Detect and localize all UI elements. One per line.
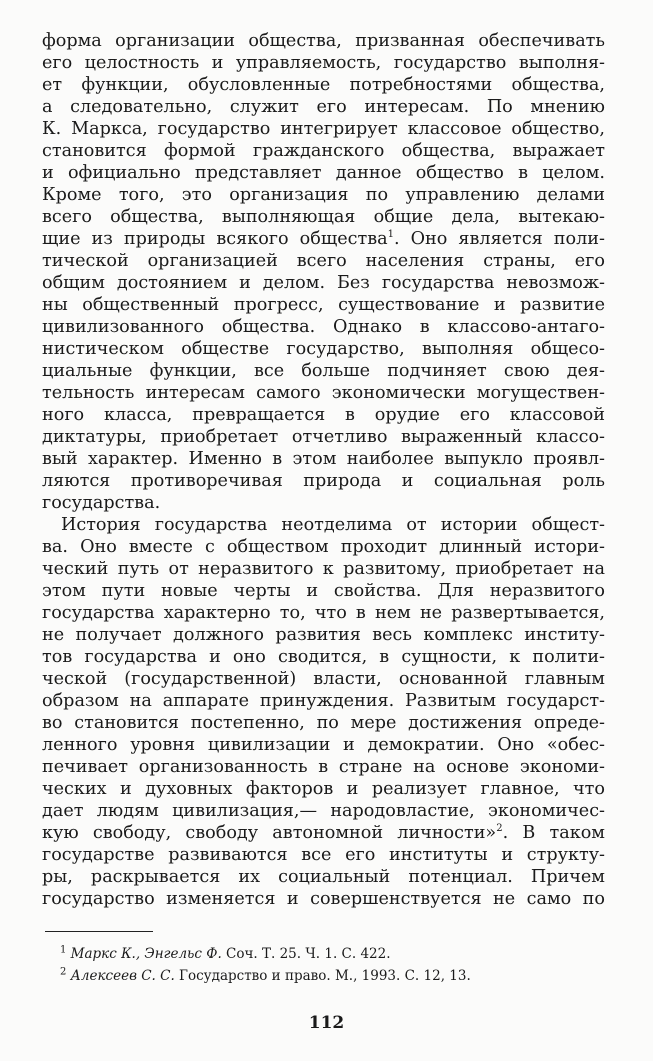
text-line: не получает должного развития весь комплекс институ- [42, 625, 605, 645]
text-line: а следовательно, служит его интересам. По мнению [42, 97, 605, 117]
text-line: цивилизованного общества. Однако в классово-антаго- [42, 317, 605, 337]
text-line: становится формой гражданского общества, выражает [42, 141, 605, 161]
text-line: государство изменяется и совершенствуется не само по [42, 889, 605, 909]
text-line: общим достоянием и делом. Без государства невозмож- [42, 273, 605, 293]
page-number: 112 [308, 1013, 345, 1033]
text-line: нистическом обществе государство, выполняя общесо- [42, 339, 605, 359]
text-line: циальные функции, все больше подчиняет свою дея- [42, 361, 605, 381]
footnote-number: 2 [60, 966, 67, 978]
text-line: государстве развиваются все его институты и структу- [42, 845, 605, 865]
text-line: государства. [42, 493, 161, 513]
text-line: История государства неотделима от истории общест- [61, 515, 605, 535]
text-fragment: кую свободу, свободу автономной личности» [42, 823, 497, 843]
body-text [42, 30, 605, 910]
text-line: ческих и духовных факторов и реализует главное, что [42, 779, 605, 799]
text-line: ет функции, обусловленные потребностями общества, [42, 75, 605, 95]
text-line: тической организацией всего населения страны, его [42, 251, 605, 271]
text-line: ленного уровня цивилизации и демократии. Оно «обес- [42, 735, 605, 755]
footnote-author: Алексеев С. С. [70, 968, 175, 984]
footnote-2 [60, 965, 580, 987]
text-line: форма организации общества, призванная обеспечивать [42, 31, 605, 51]
text-line: Кроме того, это организация по управлению делами [42, 185, 605, 205]
footnote-ref-1: 1 [387, 229, 394, 241]
text-line: всего общества, выполняющая общие дела, вытекаю- [42, 207, 605, 227]
text-line: тельность интересам самого экономически могуществен- [42, 383, 605, 403]
text-line: дает людям цивилизация,— народовластие, экономичес- [42, 801, 605, 821]
footnote-citation: Соч. Т. 25. Ч. 1. С. 422. [221, 946, 391, 962]
text-line: ва. Оно вместе с обществом проходит длинный истори- [42, 537, 605, 557]
text-line: печивает организованность в стране на основе экономи- [42, 757, 605, 777]
text-line: тов государства и оно сводится, в сущности, к полити- [42, 647, 605, 667]
text-line: ческой (государственной) власти, основанной главным [42, 669, 605, 689]
footnotes [60, 943, 580, 987]
text-line-with-footnote [42, 228, 605, 250]
footnote-author: Маркс К., Энгельс Ф. [70, 946, 222, 962]
text-line: диктатуры, приобретает отчетливо выраженный классо- [42, 427, 605, 447]
footnote-1 [60, 943, 580, 965]
footnote-number: 1 [60, 944, 67, 956]
text-fragment: . В таком [502, 823, 605, 843]
text-line: государства характерно то, что в нем не развертывается, [42, 603, 605, 623]
text-fragment: . Оно является поли- [393, 229, 605, 249]
text-line: этом пути новые черты и свойства. Для неразвитого [42, 581, 605, 601]
footnote-ref-2: 2 [496, 823, 503, 835]
text-line: образом на аппарате принуждения. Развитым государст- [42, 691, 605, 711]
paragraph-2 [42, 514, 605, 910]
text-line: ческий путь от неразвитого к развитому, приобретает на [42, 559, 605, 579]
text-line: ного класса, превращается в орудие его классовой [42, 405, 605, 425]
text-line: ны общественный прогресс, существование и развитие [42, 295, 605, 315]
text-line: ры, раскрывается их социальный потенциал. Причем [42, 867, 605, 887]
text-line: К. Маркса, государство интегрирует классовое общество, [42, 119, 605, 139]
text-line: во становится постепенно, по мере достижения опреде- [42, 713, 605, 733]
footnote-divider [45, 931, 153, 932]
text-fragment: щие из природы всякого общества [42, 229, 388, 249]
text-line: и официально представляет данное общество в целом. [42, 163, 605, 183]
text-line-with-footnote [42, 822, 605, 844]
text-line: его целостность и управляемость, государство выполня- [42, 53, 605, 73]
paragraph-1 [42, 30, 605, 514]
text-line: вый характер. Именно в этом наиболее выпукло проявл- [42, 449, 605, 469]
footnote-citation: Государство и право. М., 1993. С. 12, 13. [174, 968, 471, 984]
text-line: ляются противоречивая природа и социальная роль [42, 471, 605, 491]
